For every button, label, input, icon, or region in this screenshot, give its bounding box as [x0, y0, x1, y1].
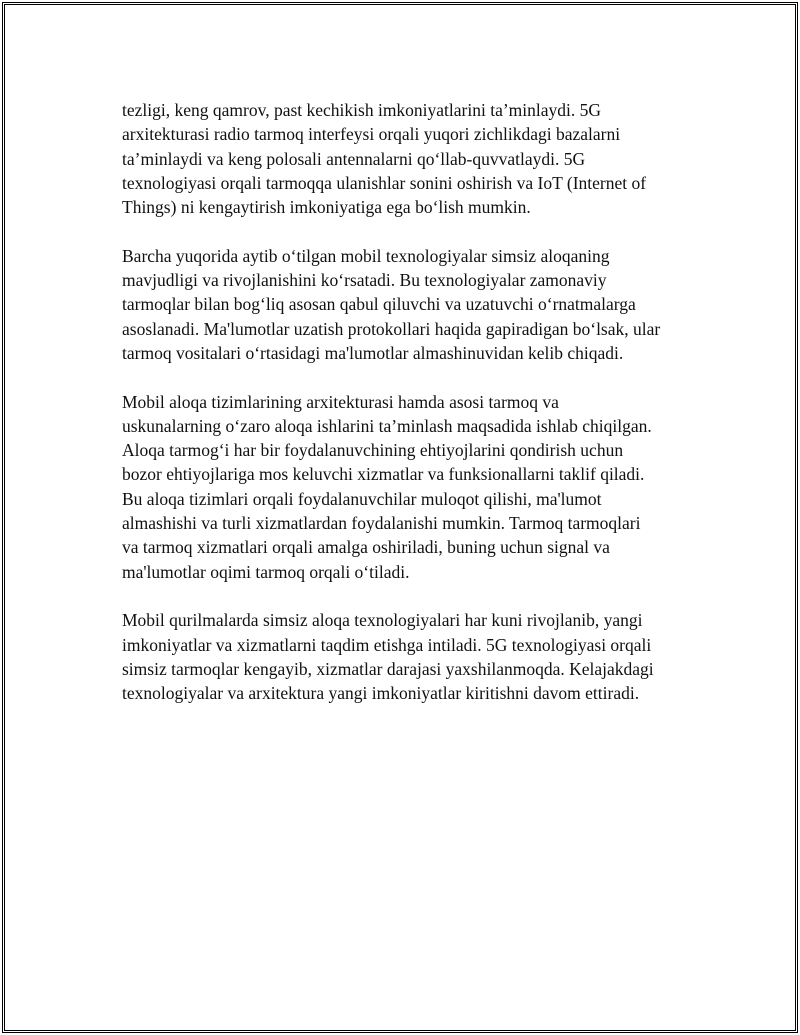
text-line: Mobil qurilmalarda simsiz aloqa texnologiyalari har kuni rivojlanib, yangi: [122, 610, 643, 631]
paragraph-4: [122, 608, 702, 705]
text-line: Mobil aloqa tizimlarining arxitekturasi hamda asosi tarmoq va: [122, 391, 559, 412]
document-page: [4, 4, 796, 1031]
text-line: almashishi va turli xizmatlardan foydalanishi mumkin. Tarmoq tarmoqlari: [122, 513, 641, 534]
text-line: mavjudligi va rivojlanishini ko‘rsatadi. Bu texnologiyalar zamonaviy: [122, 270, 607, 291]
text-line: texnologiyalar va arxitektura yangi imkoniyatlar kiritishni davom ettiradi.: [122, 683, 640, 704]
text-line: va tarmoq xizmatlari orqali amalga oshiriladi, buning uchun signal va: [122, 537, 610, 558]
paragraph-3: [122, 390, 702, 584]
text-line: uskunalarning o‘zaro aloqa ishlarini ta’minlash maqsadida ishlab chiqilgan.: [122, 415, 652, 436]
text-line: tezligi, keng qamrov, past kechikish imkoniyatlarini ta’minlaydi. 5G: [122, 100, 602, 120]
text-line: Things) ni kengaytirish imkoniyatiga ega bo‘lish mumkin.: [122, 197, 531, 218]
text-line: texnologiyasi orqali tarmoqqa ulanishlar sonini oshirish va IoT (Internet of: [122, 172, 647, 193]
paragraph-2: [122, 244, 702, 365]
text-line: asoslanadi. Ma'lumotlar uzatish protokollari haqida gapiradigan bo‘lsak, ular: [122, 318, 661, 339]
text-line: imkoniyatlar va xizmatlarni taqdim etishga intiladi. 5G texnologiyasi orqali: [122, 634, 652, 655]
text-line: arxitekturasi radio tarmoq interfeysi orqali yuqori zichlikdagi bazalarni: [122, 124, 621, 145]
text-line: tarmoqlar bilan bog‘liq asosan qabul qiluvchi va uzatuvchi o‘rnatmalarga: [122, 294, 636, 315]
text-line: ta’minlaydi va keng polosali antennalarni qo‘llab-quvvatlaydi. 5G: [122, 148, 586, 169]
text-line: tarmoq vositalari o‘rtasidagi ma'lumotlar almashinuvidan kelib chiqadi.: [122, 342, 624, 363]
paragraph-1: [122, 98, 702, 219]
text-line: Bu aloqa tizimlari orqali foydalanuvchilar muloqot qilishi, ma'lumot: [122, 488, 602, 509]
text-line: ma'lumotlar oqimi tarmoq orqali o‘tiladi.: [122, 561, 410, 582]
text-line: Aloqa tarmog‘i har bir foydalanuvchining ehtiyojlarini qondirish uchun: [122, 440, 624, 461]
document-body: [122, 98, 702, 730]
text-line: Barcha yuqorida aytib o‘tilgan mobil texnologiyalar simsiz aloqaning: [122, 245, 610, 266]
text-line: simsiz tarmoqlar kengayib, xizmatlar darajasi yaxshilanmoqda. Kelajakdagi: [122, 658, 654, 679]
text-line: bozor ehtiyojlariga mos keluvchi xizmatlar va funksionallarni taklif qiladi.: [122, 464, 645, 485]
